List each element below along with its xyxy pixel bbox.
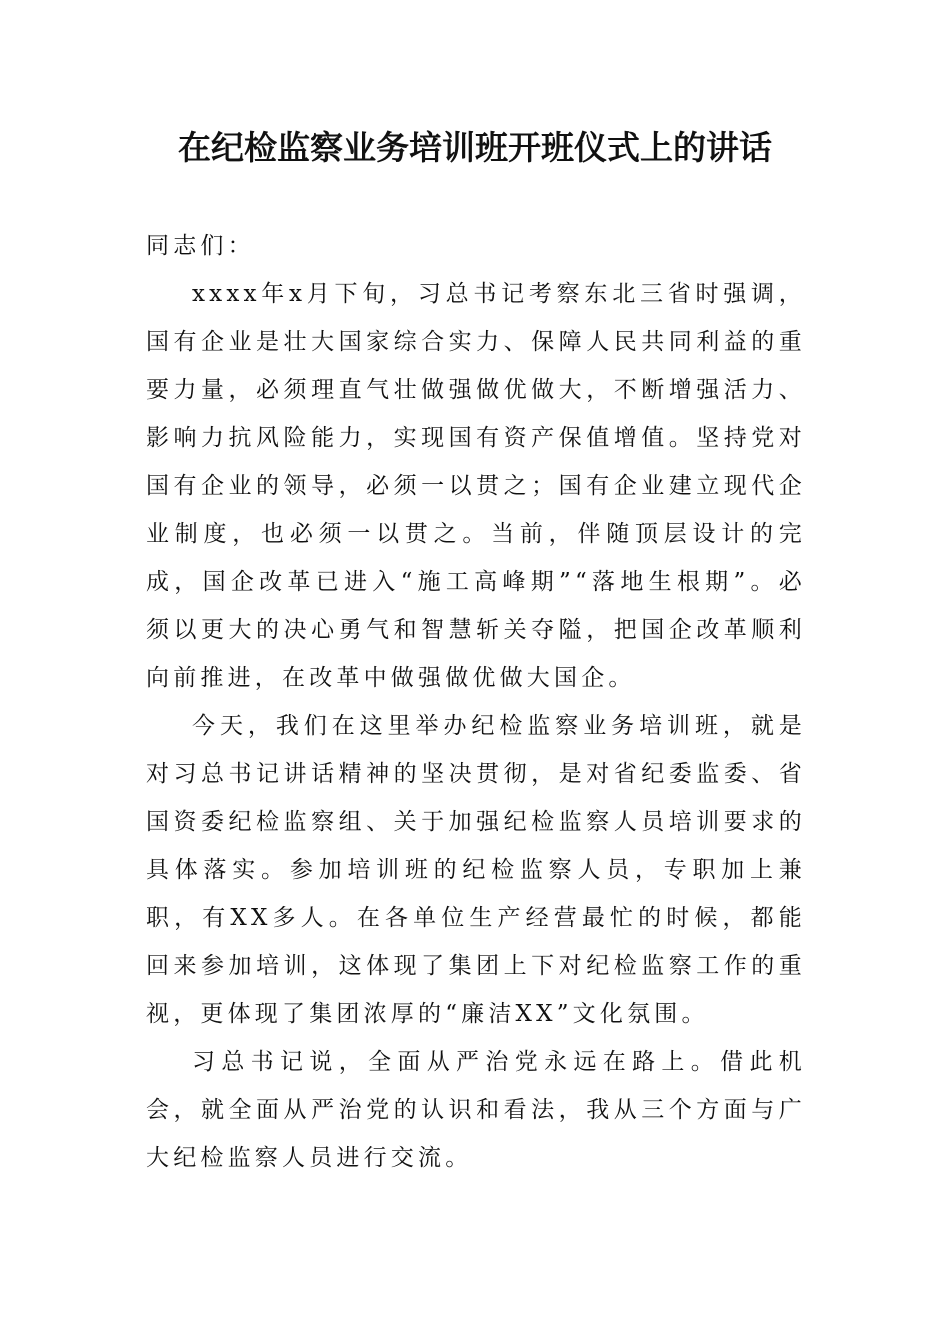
document-title: 在纪检监察业务培训班开班仪式上的讲话: [178, 128, 772, 167]
paragraph-3: 习总书记说，全面从严治党永远在路上。借此机会，就全面从严治党的认识和看法，我从三个方面与广大纪检监察人员进行交流。: [146, 1049, 806, 1171]
document-body: [146, 222, 806, 1182]
salutation: 同志们：: [146, 233, 255, 259]
paragraph-2: 今天，我们在这里举办纪检监察业务培训班，就是对习总书记讲话精神的坚决贯彻，是对省纪委监委、省国资委纪检监察组、关于加强纪检监察人员培训要求的具体落实。参加培训班的纪检监察人员，专职加上兼职，有XX多人。在各单位生产经营最忙的时候，都能回来参加培训，这体现了集团上下对纪检监察工作的重视，更体现了集团浓厚的“廉洁XX”文化氛围。: [146, 713, 806, 1027]
paragraph-1: xxxx年x月下旬，习总书记考察东北三省时强调，国有企业是壮大国家综合实力、保障人民共同利益的重要力量，必须理直气壮做强做优做大，不断增强活力、影响力抗风险能力，实现国有资产保值增值。坚持党对国有企业的领导，必须一以贯之；国有企业建立现代企业制度，也必须一以贯之。当前，伴随顶层设计的完成，国企改革已进入“施工高峰期”“落地生根期”。必须以更大的决心勇气和智慧斩关夺隘，把国企改革顺利向前推进，在改革中做强做优做大国企。: [146, 281, 806, 691]
